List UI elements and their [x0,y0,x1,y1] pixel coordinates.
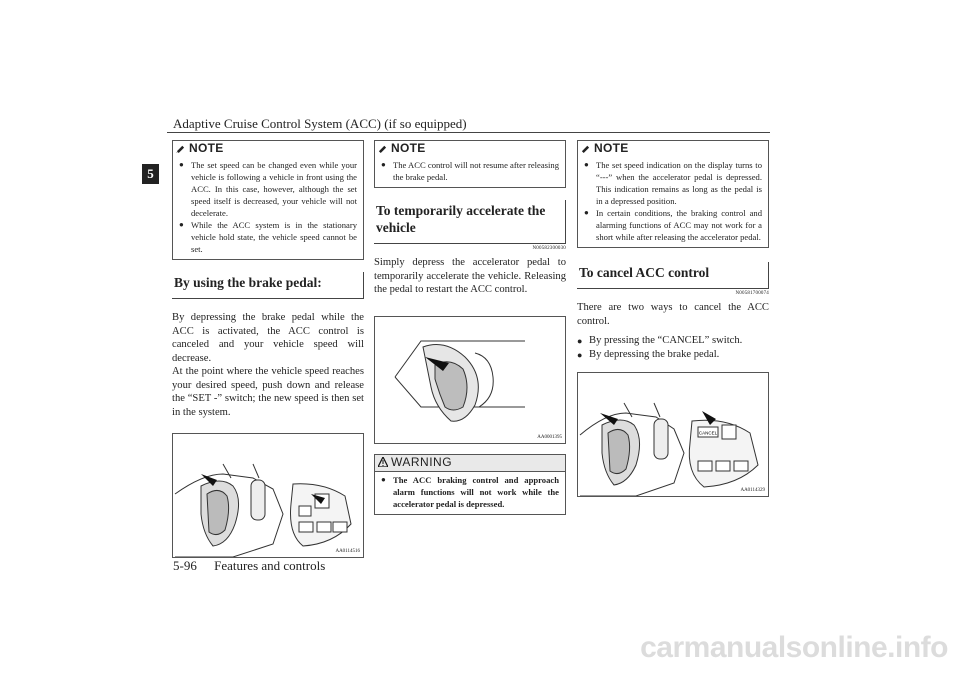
heading-rule [577,288,769,289]
body-paragraph: Simply depress the accelerator pedal to temporarily accelerate the vehicle. Releasing the pedal to restart the ACC control. [374,257,566,295]
list-item: ● By pressing the “CANCEL” switch. [577,334,769,348]
pedal-drawing [375,317,566,443]
section-heading-brake [172,272,364,299]
warning-triangle-icon [378,457,388,467]
note-icon [176,144,185,153]
figure-code: AA0001395 [537,434,562,440]
note-header [578,141,768,157]
column-1 [172,140,364,558]
section-code: N00582300030 [532,246,566,251]
section-heading-cancel [577,262,769,289]
note-box [577,140,769,248]
steering-wheel-drawing [578,373,769,496]
note-label: NOTE [189,141,224,155]
section-title: By using the brake pedal: [174,275,322,290]
note-header [375,141,565,157]
note-label: NOTE [391,141,426,155]
note-item: ● The set speed indication on the display turns to “---” when the accelerator pedal is depressed. This indication remains as long as the pedal is in a depressed position. [584,159,762,207]
note-item: ● In certain conditions, the braking control and alarming functions of ACC may not work for a short while after releasing the accelerator pedal. [584,207,762,243]
figure-code: AA0114329 [740,488,765,493]
cancel-switch-label: CANCEL [698,430,718,436]
bullet-list [577,334,769,362]
steering-switch-illustration [172,433,364,558]
heading-rule [172,298,364,299]
warning-box [374,454,566,515]
heading-rule [374,243,566,244]
body-paragraph: There are two ways to cancel the ACC control. [577,302,769,327]
steering-wheel-drawing [173,434,364,557]
header-rule [167,132,770,133]
note-item: ● The set speed can be changed even while your vehicle is following a vehicle in front using the ACC. In this case, however, although the set speed itself is decreased, your vehicle will not decelerate. [179,159,357,219]
section-title: To cancel ACC control [579,265,710,280]
note-header [173,141,363,157]
list-item: ● By depressing the brake pedal. [577,348,769,362]
figure-code: AA0114516 [335,549,360,554]
body-paragraph: At the point where the vehicle speed reaches your desired speed, push down and release the “SET -” switch; the new speed is then set in the system. [172,366,364,418]
note-box [172,140,364,260]
watermark: carmanualsonline.info [640,631,948,664]
note-icon [581,144,590,153]
note-icon [378,144,387,153]
section-heading-accelerate [374,200,566,244]
cancel-switch-illustration [577,372,769,497]
column-3 [577,140,769,497]
note-label: NOTE [594,141,629,155]
footer-section: Features and controls [214,558,326,573]
note-item: ● While the ACC system is in the stationary vehicle hold state, the vehicle speed cannot be set. [179,219,357,255]
section-title: To temporarily accelerate the vehicle [376,203,546,235]
warning-item: ● The ACC braking control and approach alarm functions will not work while the accelerator pedal is depressed. [381,474,559,510]
section-code: N00581700074 [735,291,769,296]
page-number: 5-96 [173,558,197,573]
heading-tick [768,262,769,289]
heading-tick [363,272,364,299]
accelerator-pedal-illustration [374,316,566,444]
page-footer [173,558,325,574]
warning-label: WARNING [391,454,453,469]
note-box [374,140,566,188]
warning-header [375,455,565,472]
page-header-title: Adaptive Cruise Control System (ACC) (if so equipped) [173,116,467,131]
body-paragraph: By depressing the brake pedal while the ACC is activated, the ACC control is canceled and your vehicle speed will decrease. [172,312,364,364]
column-2 [374,140,566,515]
heading-tick [565,200,566,244]
chapter-tab: 5 [142,164,159,184]
note-item: ● The ACC control will not resume after releasing the brake pedal. [381,159,559,183]
